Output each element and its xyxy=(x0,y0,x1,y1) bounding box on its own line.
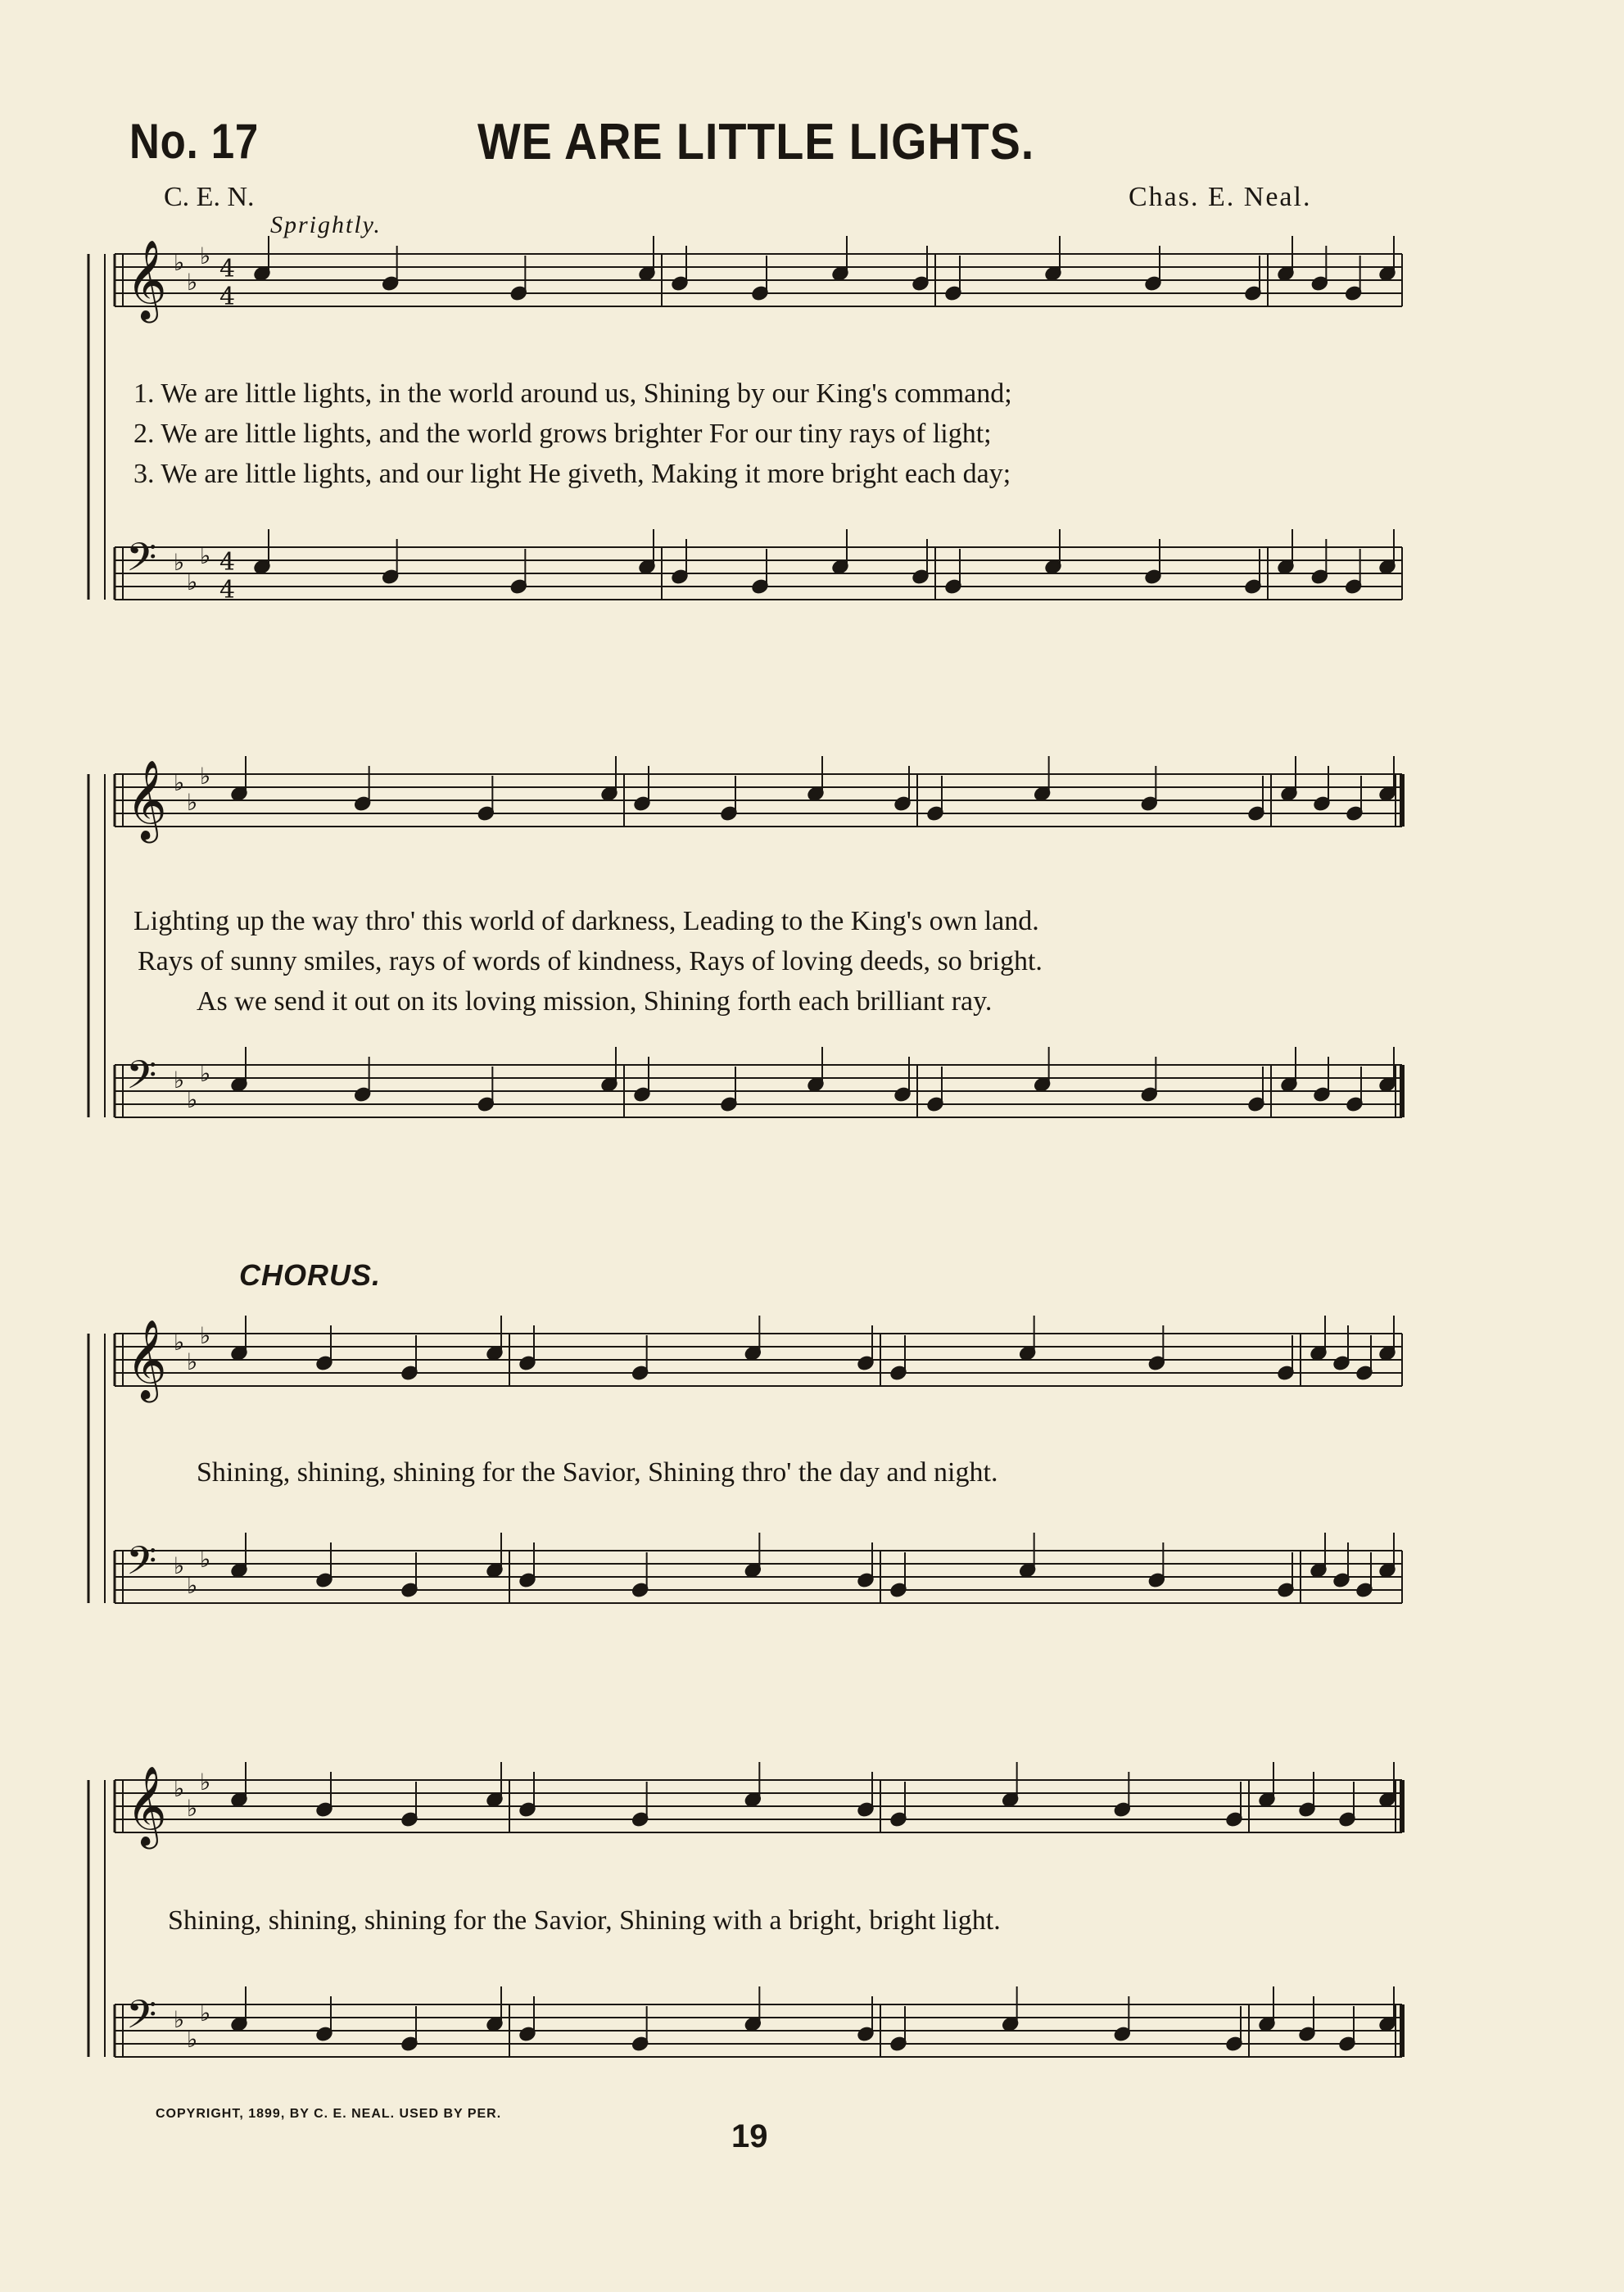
svg-text:𝄢: 𝄢 xyxy=(126,534,157,590)
verse-3-line-2: As we send it out on its loving mission, Shining forth each brilliant ray. xyxy=(197,986,993,1017)
svg-text:♭: ♭ xyxy=(200,1546,211,1573)
chorus-line-1: Shining, shining, shining for the Savior, Shining thro' the day and night. xyxy=(197,1457,998,1488)
composer: Chas. E. Neal. xyxy=(1129,182,1312,212)
copyright-notice: COPYRIGHT, 1899, BY C. E. NEAL. USED BY PER. xyxy=(156,2107,502,2121)
svg-text:♭: ♭ xyxy=(174,1329,185,1356)
svg-text:♭: ♭ xyxy=(187,269,198,296)
verse-2-line-2: Rays of sunny smiles, rays of words of kindness, Rays of loving deeds, so bright. xyxy=(138,946,1043,976)
svg-text:♭: ♭ xyxy=(174,1067,185,1094)
svg-text:♭: ♭ xyxy=(187,568,198,596)
svg-text:♭: ♭ xyxy=(174,549,185,576)
svg-text:♭: ♭ xyxy=(200,2000,211,2027)
svg-text:♭: ♭ xyxy=(187,1572,198,1599)
svg-text:4: 4 xyxy=(219,576,236,605)
svg-text:4: 4 xyxy=(219,283,236,311)
svg-text:𝄢: 𝄢 xyxy=(126,1538,157,1593)
verse-1-line-2: Lighting up the way thro' this world of darkness, Leading to the King's own land. xyxy=(133,906,1039,936)
svg-text:♭: ♭ xyxy=(200,542,211,569)
svg-text:𝄞: 𝄞 xyxy=(126,759,167,840)
page-number: 19 xyxy=(731,2118,768,2154)
svg-text:𝄞: 𝄞 xyxy=(126,239,167,319)
svg-text:𝄞: 𝄞 xyxy=(126,1319,167,1399)
svg-text:4: 4 xyxy=(219,255,236,283)
song-title: WE ARE LITTLE LIGHTS. xyxy=(477,114,1035,170)
svg-text:4: 4 xyxy=(219,548,236,577)
svg-text:♭: ♭ xyxy=(200,1322,211,1349)
svg-text:𝄢: 𝄢 xyxy=(126,1991,157,2047)
chorus-line-2: Shining, shining, shining for the Savior, Shining with a bright, bright light. xyxy=(168,1905,1001,1936)
verse-2-line-1: 2. We are little lights, and the world grows brighter For our tiny rays of light; xyxy=(133,419,992,449)
svg-text:♭: ♭ xyxy=(174,1775,185,1802)
svg-text:𝄞: 𝄞 xyxy=(126,1765,167,1846)
svg-text:♭: ♭ xyxy=(200,1060,211,1087)
svg-text:♭: ♭ xyxy=(200,242,211,270)
svg-text:♭: ♭ xyxy=(187,2026,198,2053)
chorus-label: CHORUS. xyxy=(239,1258,382,1292)
verse-1-line-1: 1. We are little lights, in the world around us, Shining by our King's command; xyxy=(133,378,1012,409)
svg-text:♭: ♭ xyxy=(174,769,185,796)
svg-text:♭: ♭ xyxy=(200,1769,211,1796)
svg-text:♭: ♭ xyxy=(174,2006,185,2033)
lyricist: C. E. N. xyxy=(164,182,255,212)
svg-text:♭: ♭ xyxy=(187,1086,198,1113)
svg-text:♭: ♭ xyxy=(187,789,198,816)
svg-text:♭: ♭ xyxy=(174,1552,185,1579)
svg-text:♭: ♭ xyxy=(187,1795,198,1822)
svg-text:𝄢: 𝄢 xyxy=(126,1052,157,1107)
tempo-marking: Sprightly. xyxy=(270,211,382,238)
svg-text:♭: ♭ xyxy=(187,1348,198,1375)
svg-text:♭: ♭ xyxy=(200,763,211,790)
verse-3-line-1: 3. We are little lights, and our light He giveth, Making it more bright each day; xyxy=(133,459,1011,489)
svg-text:♭: ♭ xyxy=(174,249,185,276)
song-number: No. 17 xyxy=(129,114,260,169)
